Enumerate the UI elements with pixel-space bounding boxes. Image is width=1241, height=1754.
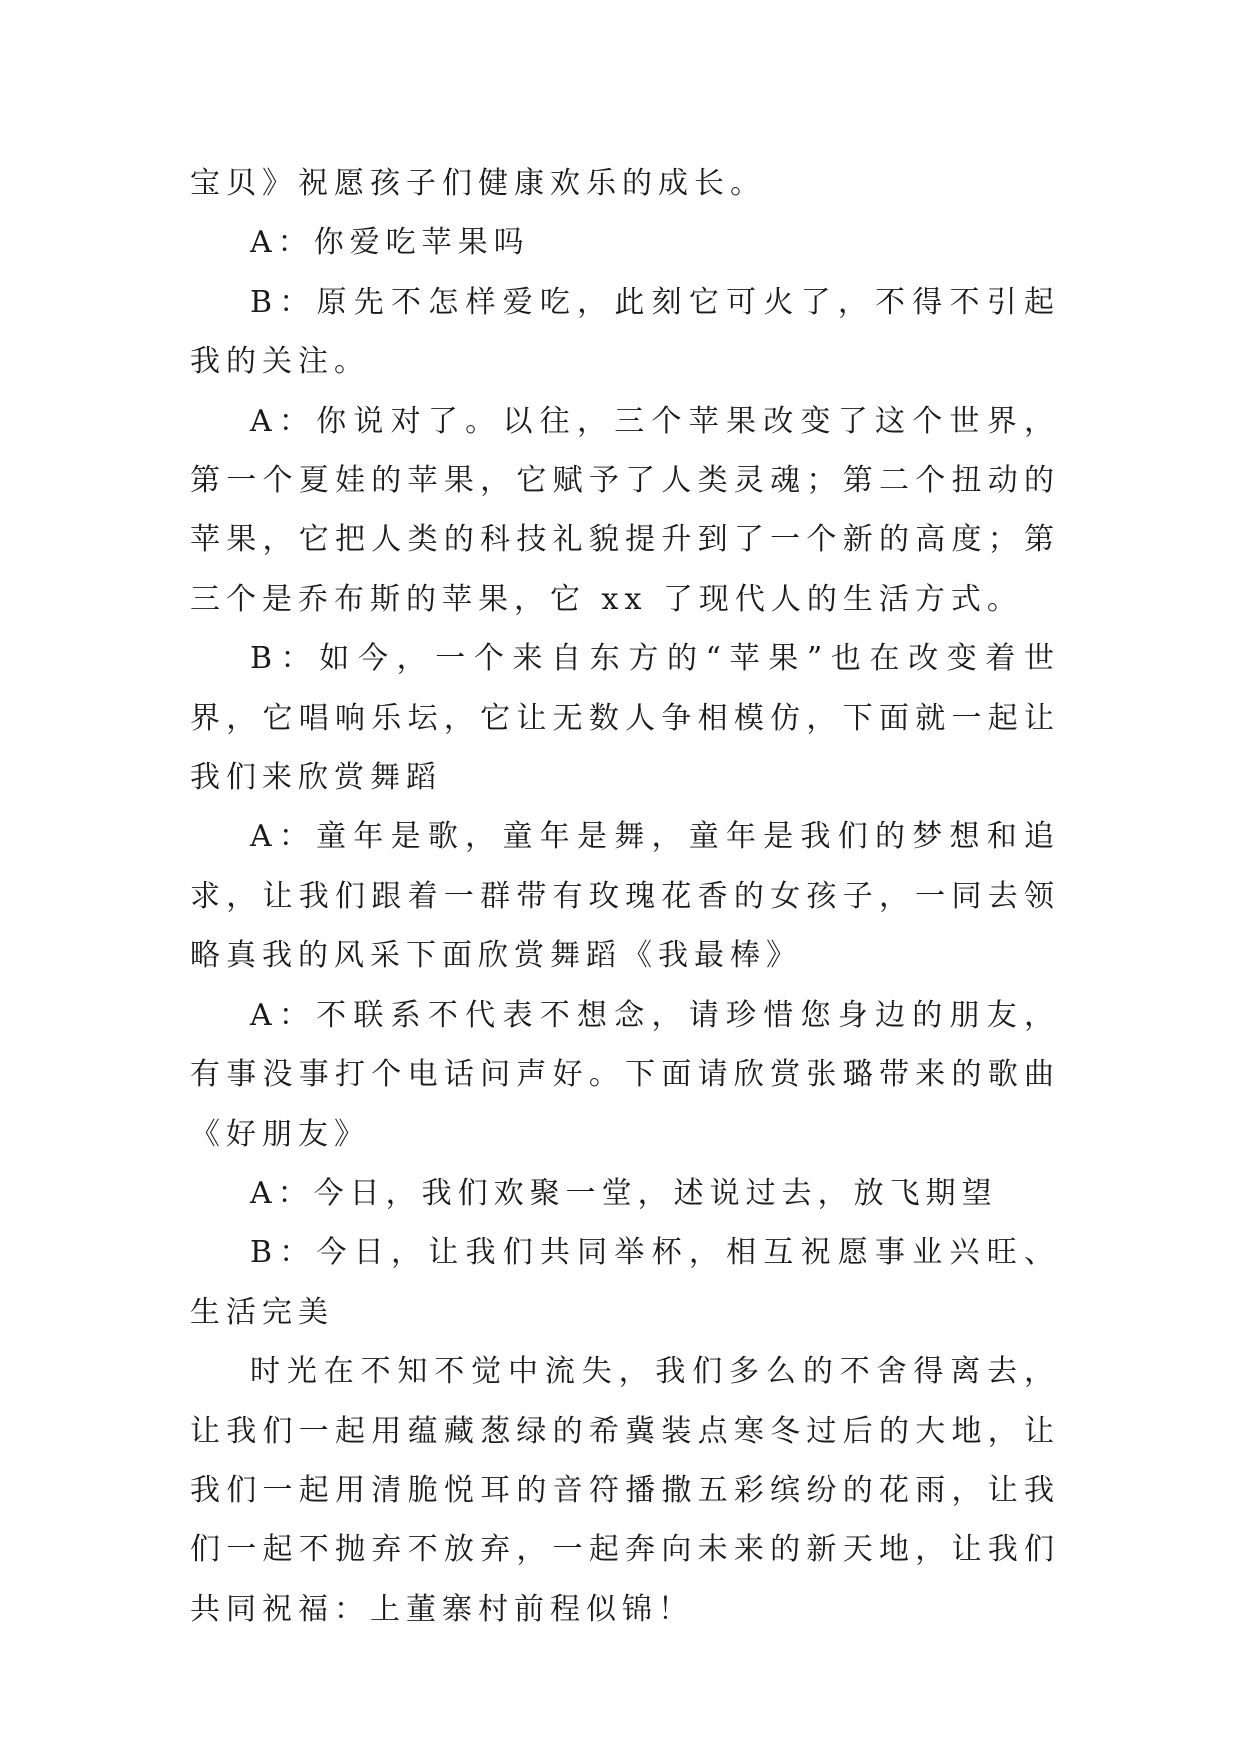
dialogue-line-a: A：童年是歌，童年是舞，童年是我们的梦想和追求，让我们跟着一群带有玫瑰花香的女孩子，一同去领略真我的风采下面欣赏舞蹈《我最棒》 (190, 819, 1060, 974)
dialogue-line-a: A：你说对了。以往，三个苹果改变了这个世界，第一个夏娃的苹果，它赋予了人类灵魂；第二个扭动的苹果，它把人类的科技礼貌提升到了一个新的高度；第三个是乔布斯的苹果，它 xx 了现代人的生活方式。 (190, 403, 1060, 617)
document-body (190, 154, 1060, 1639)
dialogue-line-b: B：今日，让我们共同举杯，相互祝愿事业兴旺、生活完美 (190, 1235, 1060, 1330)
dialogue-line-b: B：如今，一个来自东方的“苹果”也在改变着世界，它唱响乐坛，它让无数人争相模仿，下面就一起让我们来欣赏舞蹈 (190, 641, 1060, 796)
closing-paragraph: 时光在不知不觉中流失，我们多么的不舍得离去，让我们一起用蕴藏葱绿的希冀装点寒冬过后的大地，让我们一起用清脆悦耳的音符播撒五彩缤纷的花雨，让我们一起不抛弃不放弃，一起奔向未来的新天地，让我们共同祝福：上董寨村前程似锦！ (190, 1354, 1060, 1627)
dialogue-line-b: B：原先不怎样爱吃，此刻它可火了，不得不引起我的关注。 (190, 284, 1060, 380)
dialogue-line-a: A：你爱吃苹果吗 (250, 225, 530, 261)
dialogue-line-a: A：今日，我们欢聚一堂，述说过去，放飞期望 (250, 1175, 998, 1211)
paragraph-continuation: 宝贝》祝愿孩子们健康欢乐的成长。 (190, 166, 766, 201)
dialogue-line-a: A：不联系不代表不想念，请珍惜您身边的朋友，有事没事打个电话问声好。下面请欣赏张璐带来的歌曲《好朋友》 (190, 997, 1060, 1152)
